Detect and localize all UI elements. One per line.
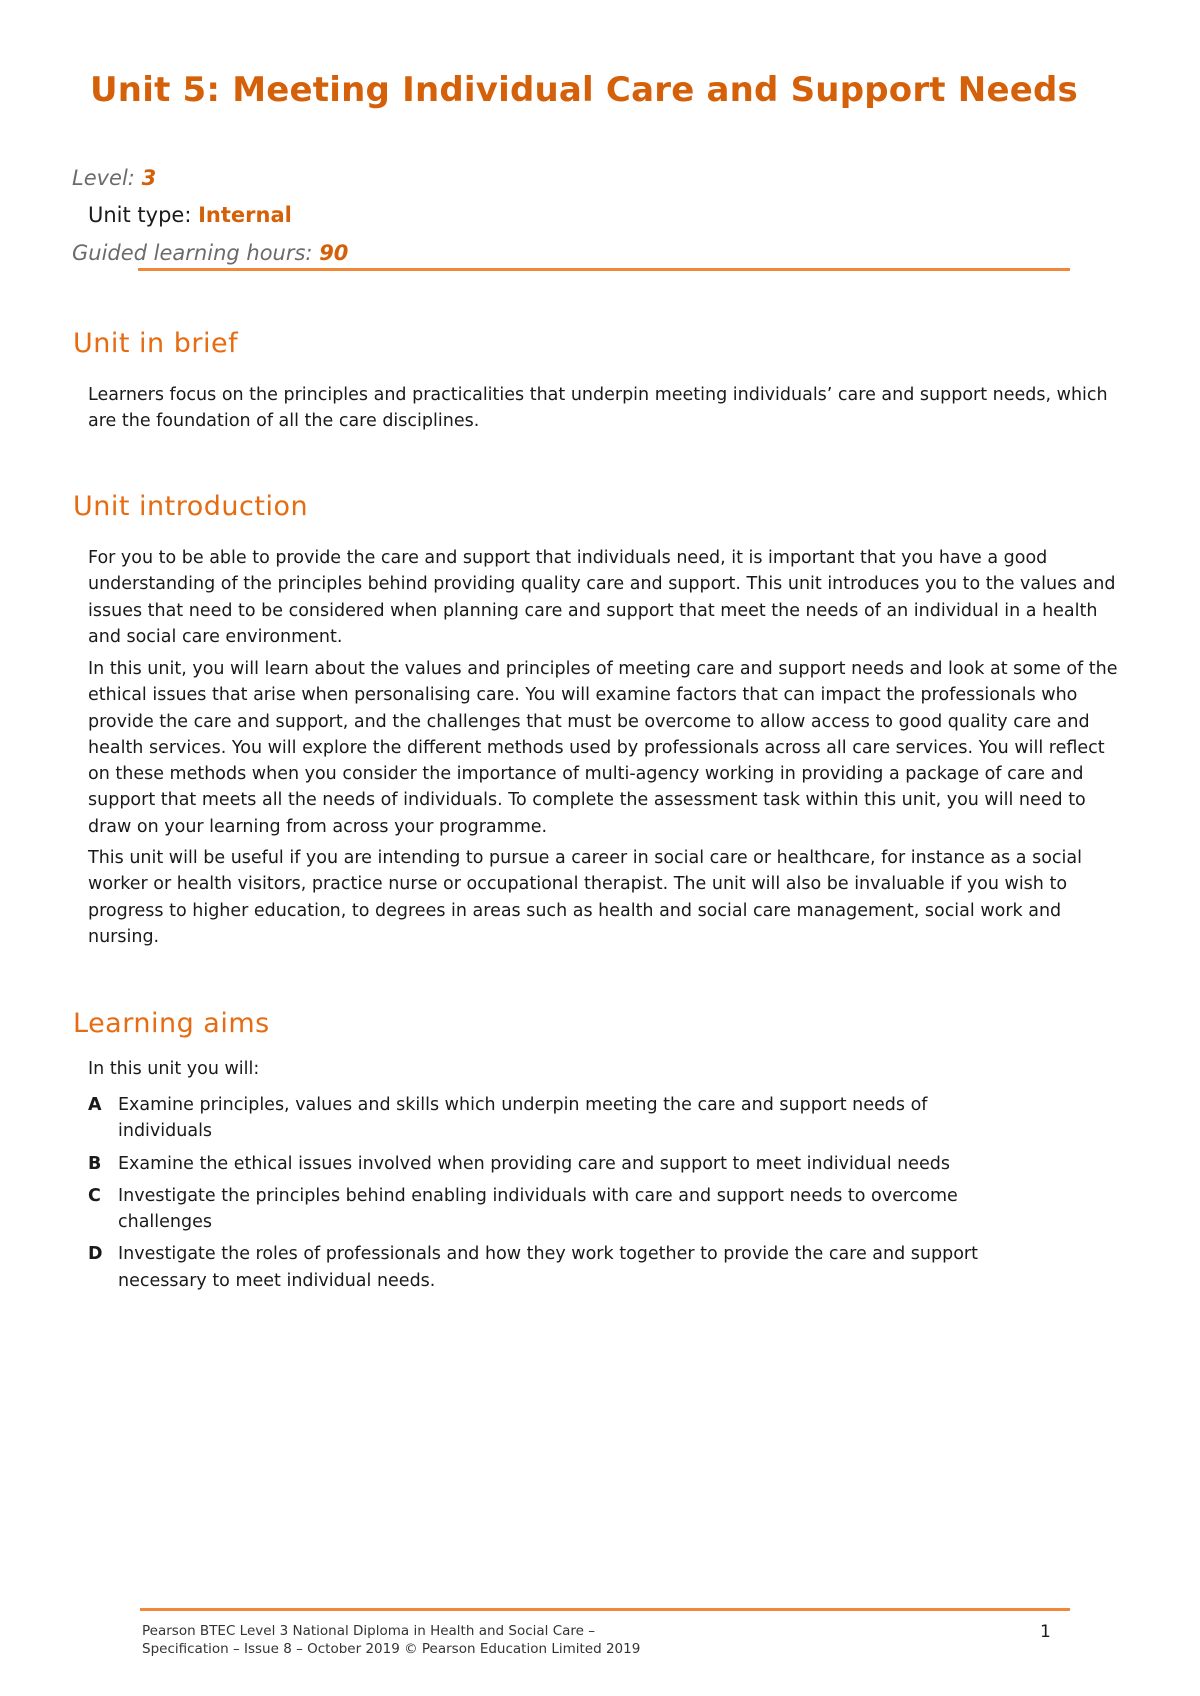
learning-aims-list bbox=[88, 1092, 988, 1300]
learning-aim-item bbox=[88, 1183, 988, 1236]
unit-type-line bbox=[88, 203, 292, 227]
unit-in-brief-text: Learners focus on the principles and practicalities that underpin meeting individuals’ care and support needs, which are the foundation of all the care disciplines. bbox=[88, 385, 1108, 432]
footer-text bbox=[142, 1622, 702, 1658]
glh-value: 90 bbox=[319, 241, 349, 265]
aim-letter: A bbox=[88, 1095, 102, 1115]
intro-paragraph: In this unit, you will learn about the values and principles of meeting care and support needs and look at some of the ethical issues that arise when personalising care. You will examine factors that can impact the professionals who provide the care and support, and the challenges that must be overcome to allow access to good quality care and health services. You will explore the different methods used by professionals across all care services. You will reflect on these methods when you consider the importance of multi-agency working in providing a package of care and support that meets all the needs of individuals. To complete the assessment task within this unit, you will need to draw on your learning from across your programme. bbox=[88, 659, 1118, 837]
unit-introduction-heading: Unit introduction bbox=[73, 491, 309, 522]
footer-line: Specification – Issue 8 – October 2019 © Pearson Education Limited 2019 bbox=[142, 1641, 641, 1657]
learning-aim-item bbox=[88, 1092, 988, 1145]
unit-in-brief-heading: Unit in brief bbox=[73, 328, 239, 359]
learning-aim-item bbox=[88, 1241, 988, 1294]
aim-letter: D bbox=[88, 1244, 103, 1265]
aim-text: Investigate the principles behind enabling individuals with care and support needs to overcome challenges bbox=[118, 1185, 958, 1233]
intro-paragraph: This unit will be useful if you are intending to pursue a career in social care or healthcare, for instance as a social worker or health visitors, practice nurse or occupational therapist. The unit will also be invaluable if you wish to progress to higher education, to degrees in areas such as health and social care management, social work and nursing. bbox=[88, 848, 1082, 947]
footer-line: Pearson BTEC Level 3 National Diploma in Health and Social Care – bbox=[142, 1623, 596, 1639]
glh-line bbox=[72, 241, 348, 265]
unit-type-value: Internal bbox=[198, 203, 292, 227]
level-line bbox=[72, 166, 156, 190]
glh-label: Guided learning hours: bbox=[72, 241, 320, 265]
level-value: 3 bbox=[141, 166, 157, 190]
meta-divider bbox=[138, 268, 1070, 271]
aim-text: Examine principles, values and skills which underpin meeting the care and support needs of individuals bbox=[118, 1095, 928, 1142]
unit-type-label: Unit type: bbox=[88, 203, 199, 227]
learning-aims-heading: Learning aims bbox=[73, 1008, 270, 1039]
page-number: 1 bbox=[1040, 1622, 1051, 1642]
learning-aim-item bbox=[88, 1151, 988, 1177]
unit-title: Unit 5: Meeting Individual Care and Support Needs bbox=[90, 70, 1078, 110]
intro-paragraph: For you to be able to provide the care and support that individuals need, it is important that you have a good understanding of the principles behind providing quality care and support. This unit introduces you to the values and issues that need to be considered when planning care and support that meet the needs of an individual in a health and social care environment. bbox=[88, 548, 1116, 647]
level-label: Level: bbox=[72, 166, 142, 190]
aim-letter: C bbox=[88, 1185, 101, 1206]
learning-aims-intro: In this unit you will: bbox=[88, 1059, 260, 1079]
footer-divider bbox=[140, 1608, 1070, 1611]
aim-text: Examine the ethical issues involved when providing care and support to meet individual needs bbox=[118, 1153, 951, 1174]
aim-letter: B bbox=[88, 1153, 102, 1174]
aim-text: Investigate the roles of professionals and how they work together to provide the care and support necessary to meet individual needs. bbox=[118, 1244, 978, 1291]
